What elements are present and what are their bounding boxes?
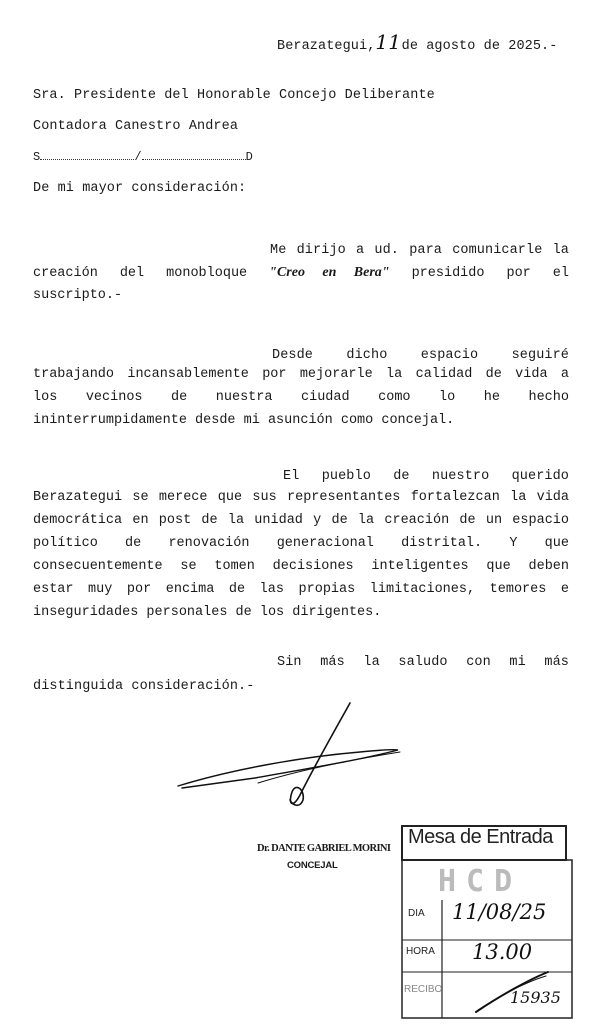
stamp-title: Mesa de Entrada: [408, 826, 553, 848]
paragraph-3-row: político de renovación generacional distrital. Y que: [33, 536, 569, 551]
stamp-dia-label: DIA: [408, 908, 425, 919]
stamp-hora-label: HORA: [406, 946, 435, 957]
paragraph-2-row: ininterrumpidamente desde mi asunción como concejal.: [33, 413, 455, 428]
closing-indent: Sin más la saludo con mi más: [277, 655, 569, 670]
signatory-name: Dr. DANTE GABRIEL MORINI: [257, 843, 391, 854]
sd-slash: /: [134, 150, 142, 164]
paragraph-2-indent: Desde dicho espacio seguiré: [272, 348, 569, 363]
date-rest: de agosto de 2025.-: [401, 39, 558, 54]
addressee-line-2: Contadora Canestro Andrea: [33, 119, 239, 134]
paragraph-3-row: estar muy por encima de las propias limitaciones, temores e: [33, 582, 569, 597]
signatory-title: CONCEJAL: [287, 860, 338, 871]
sd-d: D: [245, 150, 253, 164]
reception-stamp: [398, 822, 574, 1022]
monobloque-name: "Creo en Bera": [269, 265, 390, 280]
paragraph-2-row: los vecinos de nuestra ciudad como lo he hecho: [33, 390, 569, 405]
paragraph-3-row: Berazategui se merece que sus representantes fortalezcan la vida: [33, 490, 569, 505]
greeting: De mi mayor consideración:: [33, 181, 247, 196]
sd-s: S: [33, 150, 41, 164]
paragraph-3-row: democrática en post de la unidad y de la creación de un espacio: [33, 513, 569, 528]
paragraph-1-indent: Me dirijo a ud. para comunicarle la: [270, 243, 569, 258]
paragraph-3-row: consecuentemente se tomen decisiones inteligentes que deben: [33, 559, 569, 574]
stamp-org: HCD: [438, 864, 523, 899]
p1-row2-after: presidido por el: [411, 266, 569, 281]
paragraph-3-indent: El pueblo de nuestro querido: [283, 469, 569, 484]
date-day-handwritten: 11: [375, 30, 402, 54]
closing-row-2: distinguida consideración.-: [33, 679, 255, 694]
stamp-recibo-value: 15935: [510, 988, 561, 1007]
p1-row2-before: creación del monobloque: [33, 266, 248, 281]
stamp-recibo-label: RECIBO: [404, 984, 443, 995]
stamp-hora-value: 13.00: [472, 940, 533, 964]
paragraph-2-row: trabajando incansablemente por mejorarle la calidad de vida a: [33, 367, 569, 382]
date-place: Berazategui,: [277, 39, 376, 54]
stamp-dia-value: 11/08/25: [452, 900, 547, 924]
paragraph-3-row: inseguridades personales de los dirigentes.: [33, 605, 382, 620]
addressee-line-1: Sra. Presidente del Honorable Concejo Deliberante: [33, 88, 435, 103]
paragraph-1-row-3: suscripto.-: [33, 288, 123, 303]
